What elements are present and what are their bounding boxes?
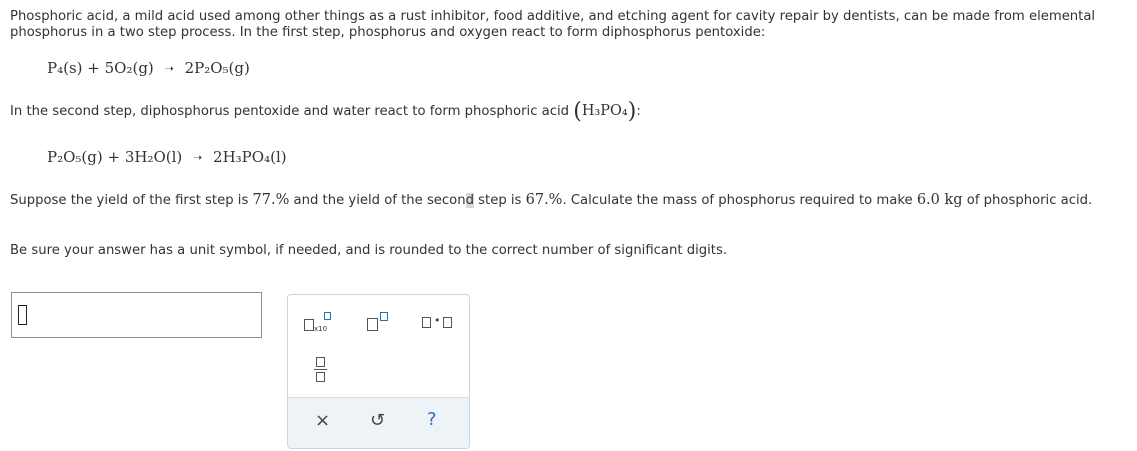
reaction-arrow-icon: ➝ [164,62,174,75]
dot-icon: • [434,314,441,327]
left-box-icon [422,317,431,328]
scientific-notation-button[interactable] [302,312,332,334]
question-text [10,191,1129,210]
superscript-button[interactable] [367,312,393,334]
help-icon[interactable]: ? [427,409,437,430]
equation-step1 [47,59,250,77]
question-part: . Calculate the mass of phosphorus required to make [562,193,917,208]
answer-instruction: Be sure your answer has a unit symbol, if needed, and is rounded to the correct number of significant digits. [10,243,728,258]
question-part: Suppose the yield of the first step is [10,193,253,208]
right-box-icon [443,317,452,328]
denominator-box-icon [316,372,325,382]
answer-input[interactable] [11,292,262,338]
step2-description: In the second step, diphosphorus pentoxide and water react to form phosphoric acid (H₃PO₄): [10,99,641,124]
undo-icon[interactable]: ↺ [370,410,386,431]
exponent-box-icon [324,312,331,320]
question-part: and the yield of the [289,193,427,208]
numerator-box-icon [316,357,325,367]
base-box-icon [304,319,314,331]
input-cursor-placeholder [18,305,27,325]
question-part: secon [426,193,466,208]
step2-text: In the second step, diphosphorus pentoxide and water react to form phosphoric acid [10,104,570,119]
equation1-reactants: P₄(s) + 5O₂(g) [47,59,154,77]
target-mass: 6.0 kg [916,192,963,208]
exponent-box-icon [380,312,388,321]
reaction-arrow-icon: ➝ [193,151,203,164]
problem-intro: Phosphoric acid, a mild acid used among other things as a rust inhibitor, food additive, and etching agent for cavity repair by dentists, can be made from elemental phosphorus in a two step process. In the first step, phosphorus and oxygen react to form diphosphorus pentoxide: [10,9,1096,40]
equation-step2 [47,148,287,166]
yield-step1: 77.% [252,192,290,208]
text-selection-highlight: d [465,193,474,208]
fraction-button[interactable] [314,357,328,385]
equation2-reactants: P₂O₅(g) + 3H₂O(l) [47,148,183,166]
question-part: step is [473,193,526,208]
equation2-products: 2H₃PO₄(l) [213,148,287,166]
phosphoric-acid-formula: H₃PO₄ [581,103,628,119]
x10-label: x10 [314,325,328,333]
clear-icon[interactable]: × [315,410,331,431]
palette-actions [288,397,469,448]
question-part: of phosphoric acid. [962,193,1093,208]
multiply-dot-button[interactable] [422,314,456,331]
equation1-products: 2P₂O₅(g) [184,59,250,77]
math-palette [287,294,470,449]
fraction-bar [314,369,327,370]
yield-step2: 67.% [525,192,563,208]
base-box-icon [367,318,378,331]
